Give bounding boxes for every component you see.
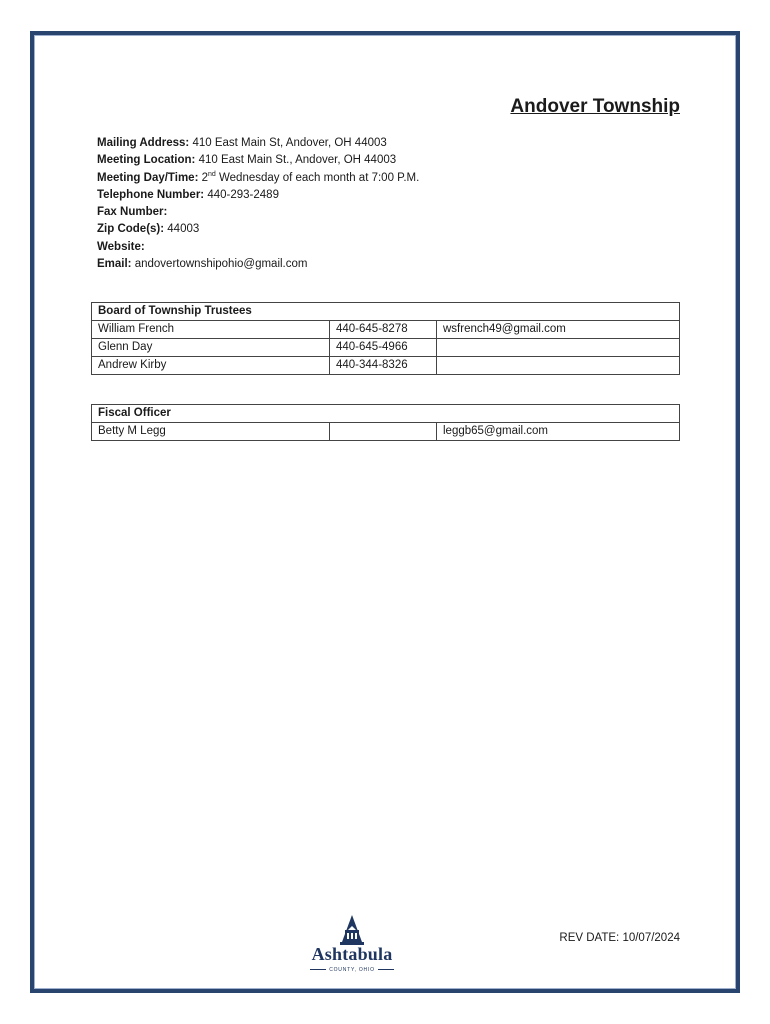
meeting-time-day-number: 2: [201, 171, 209, 184]
fiscal-header-row: [92, 405, 680, 423]
trustee-name: William French: [92, 321, 330, 339]
website-line: [97, 239, 657, 256]
logo-wordmark: Ashtabula: [311, 944, 393, 964]
trustee-phone: 440-645-4966: [330, 339, 437, 357]
contact-info-block: [97, 135, 657, 273]
trustees-header: Board of Township Trustees: [92, 303, 680, 321]
trustee-name: Glenn Day: [92, 339, 330, 357]
mailing-address-value: 410 East Main St, Andover, OH 44003: [192, 137, 387, 149]
meeting-time-value: [202, 172, 420, 184]
meeting-location-label: Meeting Location:: [97, 154, 196, 167]
telephone-line: [97, 187, 657, 204]
trustee-email: [437, 339, 680, 357]
fax-line: [97, 204, 657, 221]
revision-date: REV DATE: 10/07/2024: [559, 932, 680, 944]
table-row: [92, 357, 680, 375]
website-label: Website:: [97, 240, 145, 253]
email-label: Email:: [97, 258, 132, 271]
zip-code-label: Zip Code(s):: [97, 223, 165, 236]
fiscal-officer-table: [91, 404, 680, 441]
email-line: [97, 256, 657, 273]
table-row: [92, 339, 680, 357]
mailing-address-label: Mailing Address:: [97, 137, 190, 149]
telephone-value: 440-293-2489: [207, 188, 279, 201]
trustees-table: [91, 302, 680, 375]
ashtabula-county-logo: [304, 914, 400, 978]
mailing-address-line: [97, 135, 657, 152]
fiscal-header: Fiscal Officer: [92, 405, 680, 423]
trustee-name: Andrew Kirby: [92, 357, 330, 375]
fiscal-officer-name: Betty M Legg: [92, 423, 330, 441]
meeting-location-value: 410 East Main St., Andover, OH 44003: [198, 154, 397, 167]
trustee-phone: 440-344-8326: [330, 357, 437, 375]
table-row: [92, 321, 680, 339]
meeting-time-rest: Wednesday of each month at 7:00 P.M.: [215, 171, 420, 184]
meeting-time-line: [97, 170, 657, 187]
meeting-time-label: Meeting Day/Time:: [97, 171, 199, 184]
fiscal-officer-email: leggb65@gmail.com: [437, 423, 680, 441]
email-value: andovertownshipohio@gmail.com: [134, 258, 308, 271]
page-title: Andover Township: [510, 96, 680, 117]
telephone-label: Telephone Number:: [97, 188, 205, 201]
zip-code-line: [97, 221, 657, 238]
courthouse-emblem-icon: [304, 914, 400, 946]
meeting-location-line: [97, 152, 657, 169]
fax-label: Fax Number:: [97, 206, 168, 219]
zip-code-value: 44003: [167, 223, 200, 236]
fiscal-officer-phone: [330, 423, 437, 441]
trustees-header-row: [92, 303, 680, 321]
meeting-time-ordinal: nd: [208, 170, 216, 178]
table-row: [92, 423, 680, 441]
trustee-phone: 440-645-8278: [330, 321, 437, 339]
trustee-email: [437, 357, 680, 375]
logo-subtitle: COUNTY, OHIO: [304, 967, 400, 973]
trustee-email: wsfrench49@gmail.com: [437, 321, 680, 339]
